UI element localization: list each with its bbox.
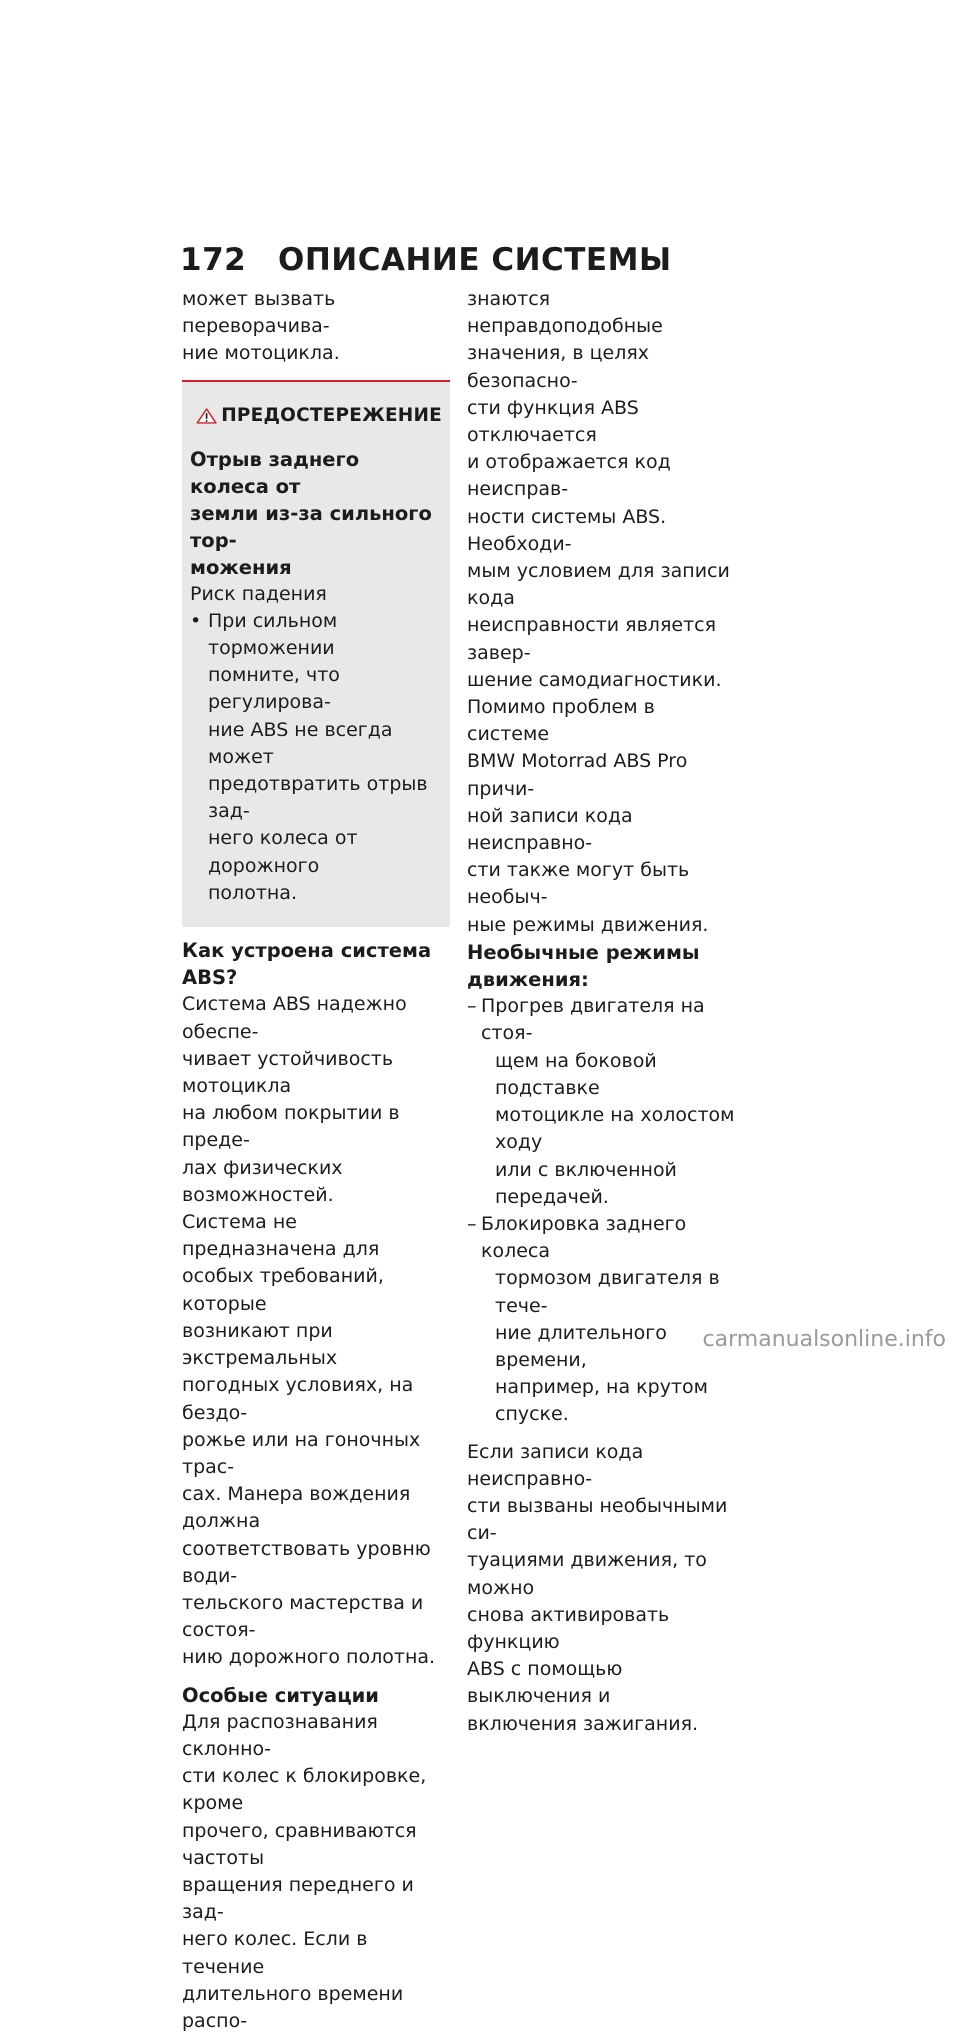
body-line: ности системы ABS. Необходи- [467,505,667,555]
warning-risk: Риск падения [190,582,327,605]
body-line: Для распознавания склонно- [182,1710,378,1760]
body-line: сти колес к блокировке, кроме [182,1765,427,1815]
page-header [180,242,672,278]
left-column [182,286,450,2035]
warning-heading-line: можения [190,555,292,579]
page-title: ОПИСАНИЕ СИСТЕМЫ [278,242,672,278]
body-line: Помимо проблем в системе [467,696,655,746]
body-line: ные режимы движения. [467,913,709,936]
list-item [467,993,735,1211]
body-line: BMW Motorrad ABS Pro причи- [467,750,688,800]
body-line: вращения переднего и зад- [182,1873,414,1924]
body-line: чивает устойчивость мотоцикла [182,1047,394,1098]
list-line: щем на боковой подставке [495,1049,657,1099]
body-line: прочего, сравниваются частоты [182,1819,417,1869]
body-line: шение самодиагностики. [467,668,722,691]
body-line: включения зажигания. [467,1712,699,1735]
body-line: сти вызваны необычными си- [467,1494,728,1545]
intro-line: ние мотоцикла. [182,342,340,365]
warning-header [190,396,442,436]
body-line: рожье или на гоночных трас- [182,1428,421,1478]
bullet-line: предотвратить отрыв зад- [208,773,428,823]
body-line: возникают при экстремальных [182,1319,338,1370]
bullet-line: ние ABS не всегда может [208,718,393,768]
bullet-marker: • [190,609,202,632]
body-line: лах физических возможностей. [182,1156,343,1206]
body-line: Система не предназначена для [182,1211,380,1261]
body-line: соответствовать уровню води- [182,1537,431,1587]
right-column [467,286,735,1738]
body-line: длительного времени распо- [182,1982,404,2032]
section-heading-unusual: Необычные режимы [467,940,700,964]
dash-marker: – [467,995,477,1018]
page-number: 172 [180,242,247,278]
dash-marker: – [467,1212,477,1235]
section-heading-special: Особые ситуации [182,1683,379,1707]
list-line: Прогрев двигателя на стоя- [481,995,705,1045]
intro-line: может вызвать переворачива- [182,288,336,338]
body-line: сти функция ABS отключается [467,396,639,447]
body-line: тельского мастерства и состоя- [182,1591,424,1642]
list-item [467,1211,735,1429]
warning-triangle-icon [196,396,217,436]
list-line: например, на крутом спуске. [495,1376,708,1426]
list-line: мотоцикле на холостом ходу [495,1104,735,1154]
bullet-line: помните, что регулирова- [208,664,340,714]
body-line: Система ABS надежно обеспе- [182,993,407,1043]
watermark[interactable]: carmanualsonline.info [702,1327,946,1352]
warning-box [182,382,450,927]
body-line: Если записи кода неисправно- [467,1440,644,1490]
section-heading-abs: Как устроена система ABS? [182,939,432,990]
body-line: неисправности является завер- [467,614,717,664]
body-line: и отображается код неисправ- [467,451,671,501]
body-line: ABS с помощью выключения и [467,1658,623,1708]
body-line: мым условием для записи кода [467,560,730,610]
body-line: него колес. Если в течение [182,1928,368,1978]
body-line: знаются неправдоподобные [467,288,663,338]
body-line: значения, в целях безопасно- [467,342,650,392]
bullet-line: полотна. [208,881,297,904]
body-line: туациями движения, то можно [467,1549,707,1599]
bullet-line: При сильном торможении [208,609,338,660]
warning-heading [190,446,442,581]
list-line: Блокировка заднего колеса [481,1212,687,1263]
body-line: сти также могут быть необыч- [467,859,690,909]
list-line: или с включенной передачей. [495,1158,677,1208]
body-line: ной записи кода неисправно- [467,804,633,855]
warning-label: ПРЕДОСТЕРЕЖЕНИЕ [221,405,442,426]
body-line: сах. Манера вождения должна [182,1483,411,1533]
body-line: на любом покрытии в преде- [182,1102,400,1152]
bullet-line: него колеса от дорожного [208,827,358,877]
warning-bullet [190,608,442,907]
section-heading-unusual: движения: [467,968,589,992]
warning-heading-line: Отрыв заднего колеса от [190,447,360,498]
body-line: нию дорожного полотна. [182,1646,436,1669]
body-line: снова активировать функцию [467,1603,670,1653]
list-line: тормозом двигателя в тече- [495,1267,720,1317]
warning-heading-line: земли из-за сильного тор- [190,501,432,552]
body-line: погодных условиях, на бездо- [182,1374,414,1424]
list-line: ние длительного времени, [495,1321,667,1371]
body-line: особых требований, которые [182,1265,384,1315]
